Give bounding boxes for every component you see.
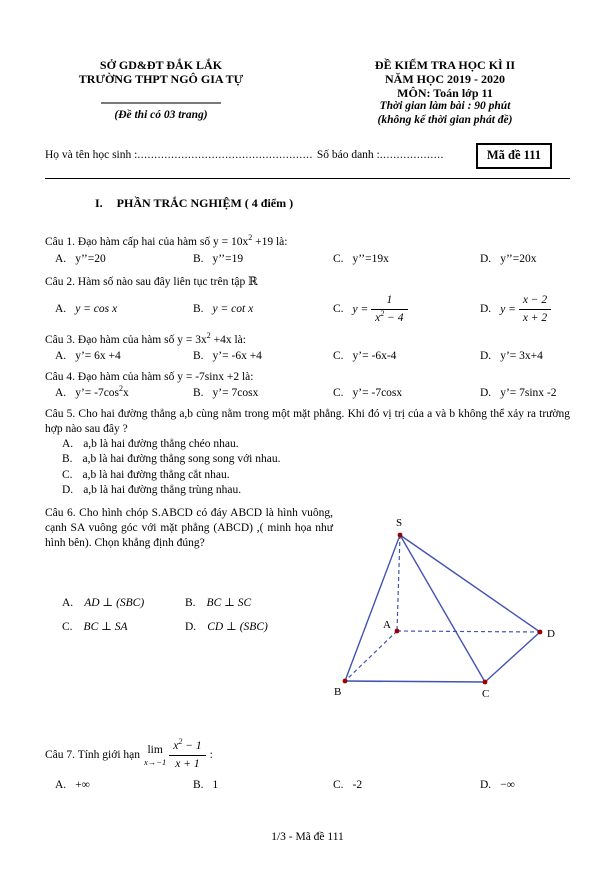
fraction: $\frac{x - 2}{x + 2}$: [519, 293, 551, 326]
option-b: B. BC ⊥ SC: [185, 597, 252, 610]
edge-CD: [485, 632, 540, 682]
question-4: [45, 370, 570, 401]
option-d: D. CD ⊥ (SBC): [185, 620, 268, 633]
question-5: [45, 407, 570, 498]
vertex-point-S: [398, 533, 403, 538]
question-6-options: [45, 596, 333, 634]
question-2-options: [45, 291, 570, 328]
vertex-point-A: [395, 629, 400, 634]
option-b: B. a,b là hai đường thẳng song song với nhau.: [62, 453, 281, 466]
question-1: [45, 235, 570, 266]
exam-code-badge: Mã đề 111: [476, 143, 552, 169]
pyramid-svg: [333, 513, 570, 705]
edge-SD: [400, 535, 540, 632]
section-title-text: PHẦN TRẮC NGHIỆM ( 4 điểm ): [116, 195, 294, 210]
exam-title: ĐỀ KIỂM TRA HỌC KÌ II: [374, 58, 516, 72]
school-name: TRƯỜNG THPT NGÔ GIA TỰ: [78, 72, 244, 87]
question-5-stem: Câu 5. Cho hai đường thẳng a,b cùng nằm trong một mặt phẳng. Khi đó vị trị của a và b không thể xảy ra trường hợp nào sau đây ?: [45, 407, 570, 436]
header-exam-block: [320, 58, 570, 128]
vertex-label-B: B: [334, 685, 342, 698]
question-4-options: [45, 383, 570, 401]
question-6: [45, 506, 570, 710]
edge-SC: [400, 535, 485, 682]
option-a: A. y’= 6x +4: [55, 350, 121, 363]
option-c: C. BC ⊥ SA: [62, 620, 128, 633]
edge-AD-dashed: [397, 631, 540, 632]
option-a: A. y’’=20: [55, 252, 106, 265]
fraction: $\frac{x^2 - 1}{x + 1}$: [169, 739, 205, 772]
option-c: C. y’’=19x: [333, 252, 389, 265]
option-d: D. y’= 7sinx -2: [480, 386, 557, 399]
question-2-stem: Câu 2. Hàm số nào sau đây liên tục trên tập ℝ: [45, 275, 258, 288]
question-7-stem: Câu 7. Tính giới hạn lim x→−1 $\frac{x^2 - 1}{x + 1}$ :: [45, 737, 570, 774]
question-3-options: [45, 349, 570, 364]
option-a: A. y = cos x: [55, 302, 118, 315]
student-name-dotted-line: ....................................................: [137, 149, 313, 162]
option-b: B. 1: [193, 779, 219, 792]
vertex-point-C: [483, 680, 488, 685]
student-name-label: Họ và tên học sinh :: [45, 149, 138, 162]
school-year: NĂM HỌC 2019 - 2020: [385, 72, 505, 87]
option-c: C. y’= -7cosx: [333, 386, 403, 399]
vertex-point-D: [538, 630, 543, 635]
option-d: D. −∞: [480, 779, 515, 792]
vertex-label-D: D: [547, 627, 555, 640]
option-d: D. a,b là hai đường thẳng trùng nhau.: [62, 483, 242, 496]
student-info-row: [45, 143, 570, 169]
vertex-label-A: A: [383, 618, 391, 631]
header-separator-line: [45, 178, 570, 179]
question-5-options: [45, 437, 570, 498]
question-6-stem: Câu 6. Cho hình chóp S.ABCD có đáy ABCD là hình vuông, cạnh SA vuông góc với mặt phẳng (ABCD) ,( minh họa như hình bên). Chọn khẳng định đúng?: [45, 506, 333, 550]
question-3-stem: Câu 3. Đạo hàm của hàm số $y = 3x^2 +4x$ là:: [45, 331, 246, 347]
option-a: A. y’= $-7\cos^2x$: [55, 383, 129, 399]
question-7: [45, 737, 570, 794]
option-b: B. y = cot x: [193, 302, 254, 315]
option-c: C. y = $\frac{1}{x^2 - 4}$: [333, 291, 480, 328]
option-c: C. -2: [333, 779, 363, 792]
edge-SA-dashed: [397, 535, 400, 631]
question-4-stem: Câu 4. Đạo hàm của hàm số y = -7sinx +2 là:: [45, 370, 254, 383]
header-short-rule: [101, 102, 221, 104]
edge-SB: [345, 535, 400, 681]
option-b: B. y’= 7cosx: [193, 386, 259, 399]
header-school-block: [45, 58, 277, 128]
option-d: D. y’’=20x: [480, 252, 537, 265]
pyramid-figure: [333, 513, 570, 710]
edge-AB-dashed: [345, 631, 397, 681]
option-a: A. a,b là hai đường thẳng chéo nhau.: [62, 438, 239, 451]
section-heading: [95, 196, 570, 212]
question-7-options: [45, 778, 570, 793]
option-c: C. a,b là hai đường thẳng cắt nhau.: [62, 468, 230, 481]
question-2: [45, 275, 570, 329]
option-d: D. y’= 3x+4: [480, 350, 543, 363]
fraction: $\frac{1}{x^2 - 4}$: [371, 293, 407, 326]
limit-operator: lim x→−1: [144, 744, 167, 767]
page-count-note: (Đề thi có 03 trang): [114, 109, 208, 122]
vertex-point-B: [343, 679, 348, 684]
duration-line: Thời gian làm bài : 90 phút: [379, 100, 511, 113]
section-number: I.: [95, 195, 103, 210]
option-d: D. y = $\frac{x - 2}{x + 2}$: [480, 291, 570, 328]
page-footer: 1/3 - Mã đề 111: [271, 830, 344, 843]
question-1-options: [45, 252, 570, 267]
duration-note: (không kể thời gian phát đề): [377, 114, 513, 127]
option-c: C. y’= -6x-4: [333, 350, 397, 363]
student-id-dotted-line: ...................: [379, 149, 444, 162]
option-b: B. y’’=19: [193, 252, 244, 265]
page-header: [45, 58, 570, 128]
department-name: SỞ GD&ĐT ĐẮK LẮK: [99, 58, 223, 72]
option-a: A. +∞: [55, 779, 90, 792]
option-a: A. AD ⊥ (SBC): [62, 597, 145, 610]
edge-BC: [345, 681, 485, 682]
subject-line: MÔN: Toán lớp 11: [397, 86, 493, 101]
question-3: [45, 333, 570, 364]
vertex-label-C: C: [482, 687, 490, 700]
option-b: B. y’= -6x +4: [193, 350, 262, 363]
vertex-label-S: S: [396, 516, 403, 529]
question-6-left-column: [45, 506, 333, 635]
student-id-label: Số báo danh :: [316, 149, 380, 162]
question-1-stem: Câu 1. Đạo hàm cấp hai của hàm số $y = 10x^2 +19$ là:: [45, 233, 288, 249]
